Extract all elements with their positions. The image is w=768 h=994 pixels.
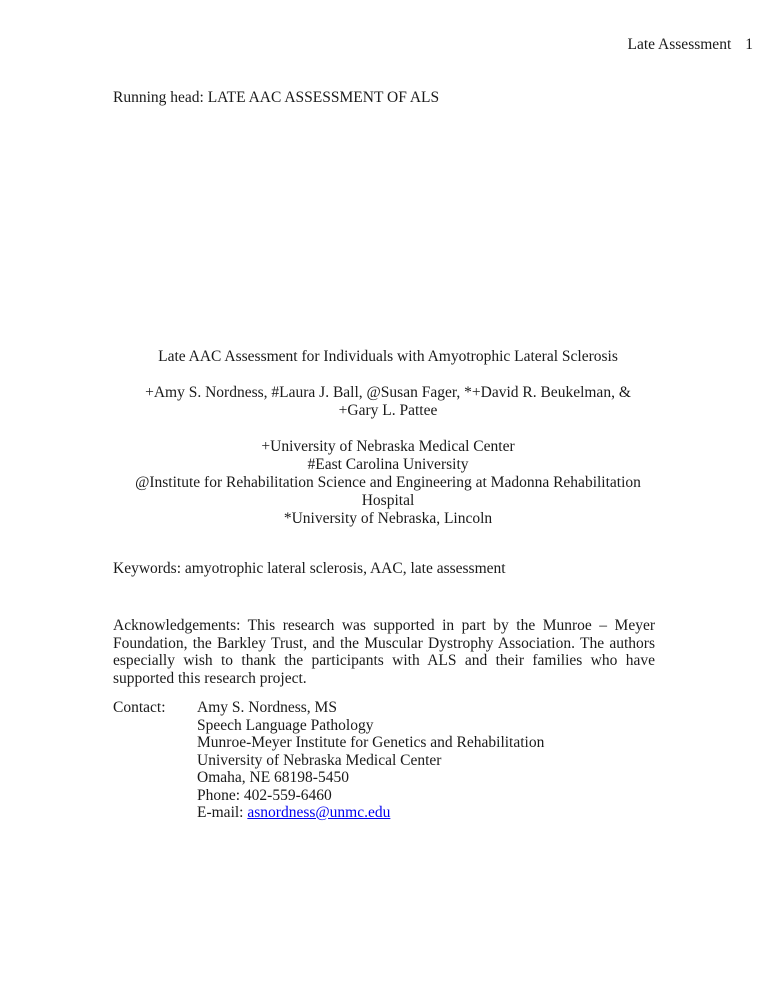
running-head: Running head: LATE AAC ASSESSMENT OF ALS [113,89,440,106]
affiliation-3: @Institute for Rehabilitation Science and Engineering at Madonna Rehabilitation [135,474,641,491]
contact-phone: Phone: 402-559-6460 [197,786,332,804]
contact-institute: Munroe-Meyer Institute for Genetics and Rehabilitation [197,734,545,751]
contact-address: Omaha, NE 68198-5450 [197,769,349,786]
author-line-1: +Amy S. Nordness, #Laura J. Ball, @Susan Fager, *+David R. Beukelman, & [145,384,631,401]
contact-block [113,699,544,822]
contact-university: University of Nebraska Medical Center [197,751,442,769]
author-list [108,384,668,420]
author-line-2: +Gary L. Pattee [338,402,438,419]
affiliation-1: +University of Nebraska Medical Center [261,438,515,455]
email-link[interactable]: asnordness@unmc.edu [247,804,391,821]
title-block [108,348,668,528]
page-number: 1 [745,36,753,53]
affiliation-2: #East Carolina University [307,456,469,473]
affiliation-list [108,438,668,528]
contact-name: Amy S. Nordness, MS [197,699,337,716]
affiliation-4: *University of Nebraska, Lincoln [283,510,493,527]
header-short-title: Late Assessment [627,36,732,53]
contact-label: Contact: [113,699,166,716]
affiliation-3-cont: Hospital [361,492,415,509]
acknowledgements-paragraph: Acknowledgements: This research was supported in part by the Munroe – Meyer Foundation, the Barkley Trust, and the Muscular Dystrophy Association. The authors especially wish to thank the participants with ALS and their families who have supported this research project. [113,617,655,687]
contact-details [197,699,544,822]
paper-title: Late AAC Assessment for Individuals with Amyotrophic Lateral Sclerosis [158,348,618,365]
keywords: Keywords: amyotrophic lateral sclerosis, AAC, late assessment [113,560,506,577]
contact-email-row [197,804,544,822]
page-header [628,36,754,54]
email-label: E-mail: [197,804,248,821]
contact-department: Speech Language Pathology [197,716,374,734]
